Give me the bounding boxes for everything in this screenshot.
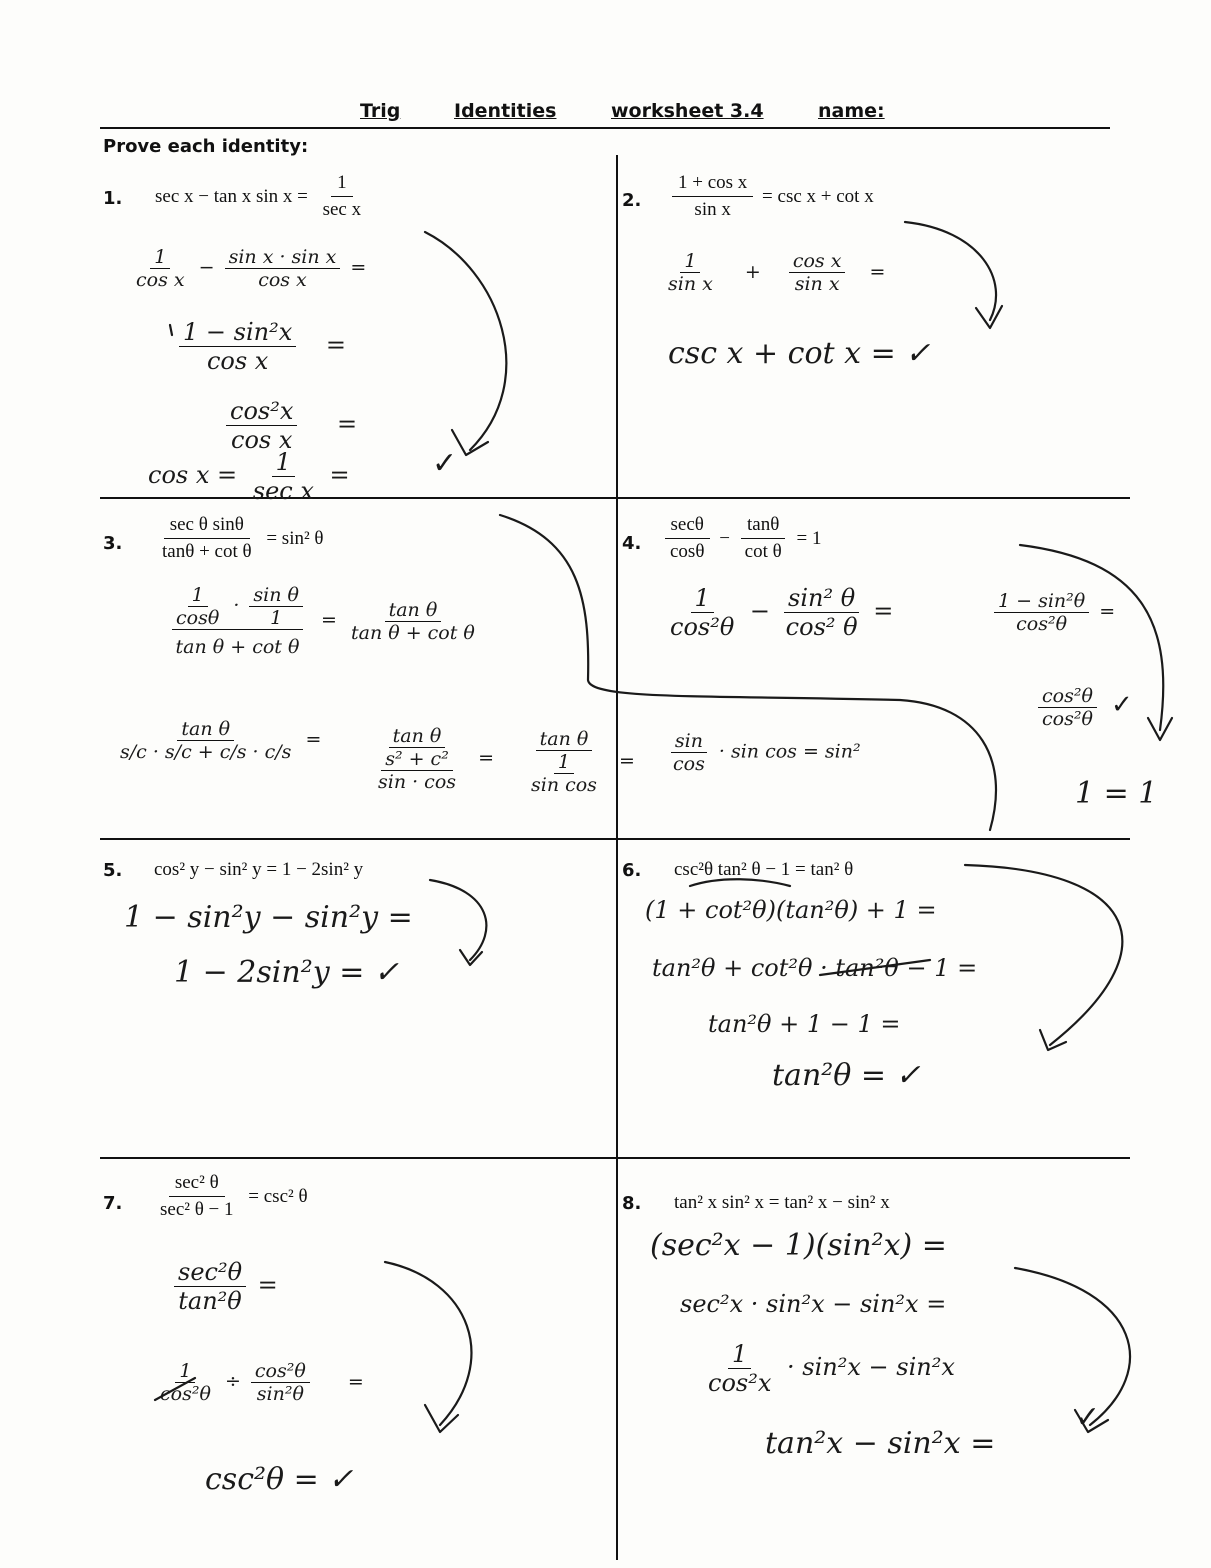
grid-row-divider-3 [100, 1157, 1130, 1159]
p8-step-2: sec²x · sin²x − sin²x = [680, 1290, 947, 1318]
p5-step-2: 1 − 2sin²y = ✓ [174, 955, 400, 990]
p1-step-2: $\frac{\text{1 − sin²x}}{\text{cos x}}$ = [175, 318, 346, 375]
p8-step-1: (sec²x − 1)(sin²x) = [650, 1228, 947, 1263]
p6-arrow-head [1040, 1030, 1066, 1050]
p8-arrow-curve [1015, 1268, 1130, 1425]
p1-check-icon: ✓ [432, 446, 458, 481]
p4-arrow-head [1148, 718, 1172, 740]
p1-strike-1 [170, 325, 172, 335]
p3-step-4: $\frac{\text{tan θ}}{\frac{1}{\text{sin cos}}}$ = [531, 728, 635, 796]
p3-step-3: $\frac{\text{tan θ}}{\frac{\text{s² + c²}}{\sin \cdot \cos}}$ = [378, 725, 494, 793]
grid-vertical-divider [616, 155, 618, 1560]
problem-8-statement: tan² x sin² x = tan² x − sin² x [674, 1192, 890, 1213]
p7-step-1: $\frac{\text{sec²θ}}{\text{tan²θ}}$ = [170, 1258, 278, 1315]
p7-step-3: csc²θ = ✓ [205, 1462, 354, 1497]
problem-6-number: 6. [622, 860, 642, 881]
p6-step-3: tan²θ + 1 − 1 = [708, 1010, 901, 1038]
p7-arrow-head [425, 1405, 458, 1432]
p1-arrow-head [452, 430, 488, 455]
problem-5-number: 5. [103, 860, 123, 881]
p4-step-4: 1 = 1 [1075, 776, 1158, 811]
p2-step-1: $\frac{1}{\text{sin x}}$ + $\frac{\text{cos x}}{\text{sin x}}$ = [668, 250, 886, 295]
problem-3-statement: $\frac{\text{sec θ sinθ}}{\text{tanθ + cot θ}}$ = sin² θ [162, 514, 324, 562]
problem-6-statement: csc²θ tan² θ − 1 = tan² θ [674, 859, 854, 880]
problem-5-statement: cos² y − sin² y = 1 − 2sin² y [154, 859, 364, 880]
problem-4-statement: $\frac{\sec\theta}{\cos\theta}$ − $\frac{\tan\theta}{\text{cot θ}}$ = 1 [660, 514, 821, 563]
p2-arrow-head [976, 306, 1002, 328]
problem-2-number: 2. [622, 190, 642, 211]
p2-arrow-curve [905, 222, 996, 320]
p4-step-1: $\frac{1}{\text{cos²θ}}$ − $\frac{\text{sin² θ}}{\text{cos² θ}}$ = [670, 584, 894, 641]
header-rule [100, 127, 1110, 129]
p7-arrow-curve [385, 1262, 471, 1425]
p4-step-2: $\frac{\text{1 − sin²θ}}{\text{cos²θ}}$ = [990, 590, 1115, 635]
p4-check-icon: ✓ [1110, 689, 1133, 720]
p6-arrow-curve [965, 865, 1122, 1045]
header-identities: Identities [454, 100, 557, 122]
problem-8-number: 8. [622, 1193, 642, 1214]
grid-row-divider-2 [100, 838, 1130, 840]
p8-step-3: $\frac{1}{\text{cos²x}}$ · sin²x − sin²x [708, 1340, 955, 1397]
p4-step-3: $\frac{\text{cos²θ}}{\text{cos²θ}}$ ✓ [1034, 685, 1133, 730]
p1-step-1: $\frac{1}{\text{cos x}}$ − $\frac{\text{sin x · sin x}}{\text{cos x}}$ = [136, 246, 367, 291]
header-trig: Trig [360, 100, 401, 122]
p1-arrow-curve [425, 232, 506, 450]
p3-step-1: $\frac{1}{\cos\theta}$ · $\frac{\text{sin θ}}{1}$ tan θ + cot θ = $\frac{\text{tan θ}}{\text{tan θ + cot θ}}$ [160, 584, 483, 658]
p3-step-2: $\frac{\text{tan θ}}{s/c \cdot s/c + c/s \cdot c/s}$ = [120, 718, 322, 763]
p1-step-4: cos x = $\frac{1}{\text{sec x}}$ = [148, 448, 350, 505]
worksheet-header [357, 100, 1117, 126]
problem-1-number: 1. [103, 188, 123, 209]
p6-step-1: (1 + cot²θ)(tan²θ) + 1 = [645, 896, 937, 924]
p8-step-4: tan²x − sin²x = [765, 1426, 996, 1461]
p5-arrow-curve [430, 880, 486, 960]
p6-step-2: tan²θ + cot²θ · tan²θ − 1 = [652, 954, 978, 982]
p5-arrow-head [460, 950, 482, 965]
header-name-label: name: [818, 100, 885, 122]
problem-7-number: 7. [103, 1193, 123, 1214]
p6-step-4: tan²θ = ✓ [772, 1058, 921, 1093]
problem-1-statement: sec x − tan x sin x = $\frac{1}{\text{sec x}}$ [155, 172, 362, 220]
header-worksheet: worksheet 3.4 [611, 100, 764, 122]
problem-3-number: 3. [103, 533, 123, 554]
p1-step-3: $\frac{\text{cos²x}}{\text{cos x}}$ = [222, 397, 357, 454]
p2-step-2: csc x + cot x = ✓ [668, 336, 931, 371]
instructions: Prove each identity: [103, 136, 309, 157]
problem-7-statement: $\frac{\text{sec² θ}}{\text{sec² θ − 1}}$ = csc² θ [160, 1172, 308, 1220]
p5-step-1: 1 − sin²y − sin²y = [124, 900, 413, 935]
p7-step-2: $\frac{1}{\text{cos²θ}}$ ÷ $\frac{\text{cos²θ}}{\text{sin²θ}}$ = [160, 1360, 364, 1405]
problem-4-number: 4. [622, 533, 642, 554]
problem-2-statement: $\frac{\text{1 + cos x}}{\text{sin x}}$ = csc x + cot x [668, 172, 874, 221]
p4-step-5: $\frac{\sin}{\cos}$ · sin cos = sin² [665, 730, 861, 775]
p8-check-icon: ✓ [1075, 1400, 1101, 1435]
